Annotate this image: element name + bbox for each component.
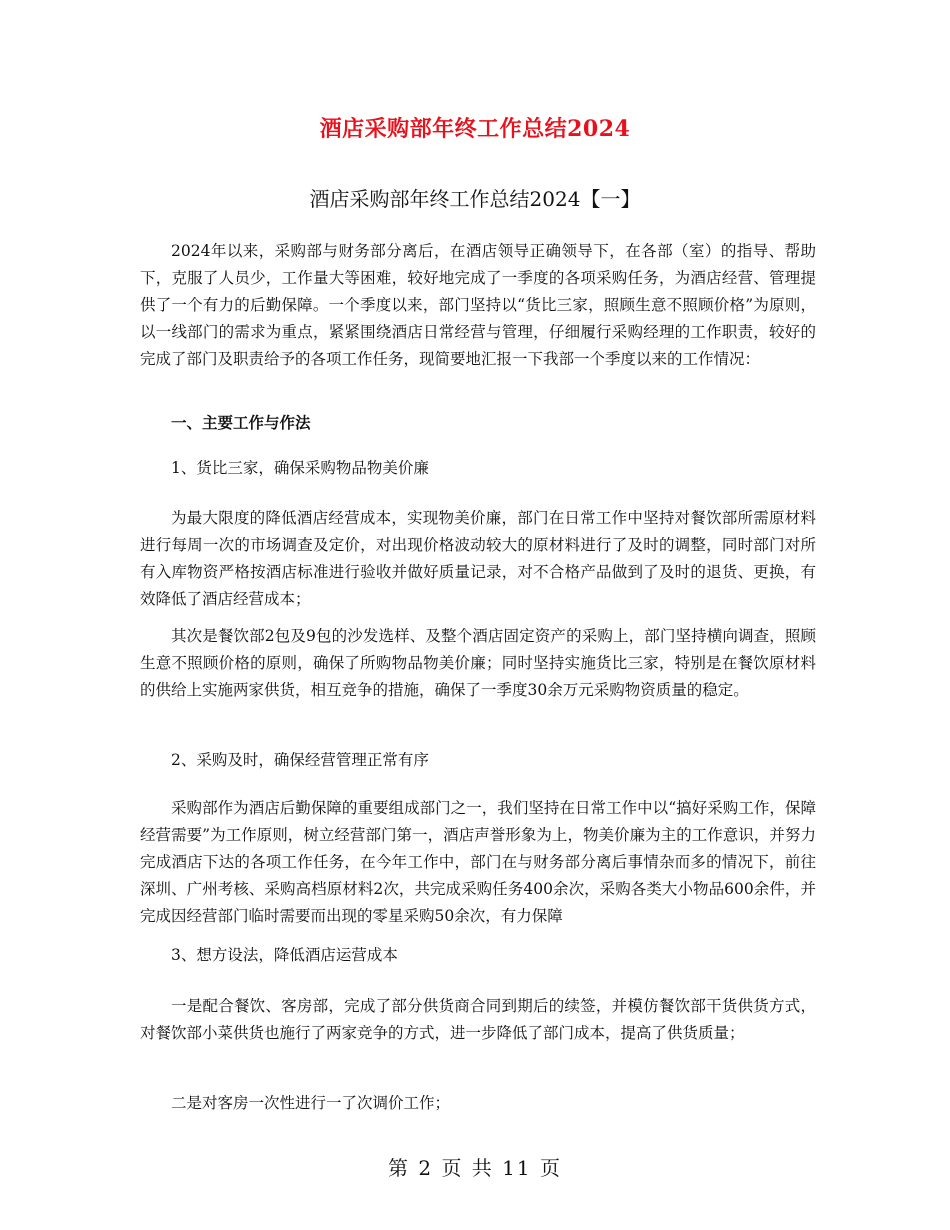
body-paragraph: 二是对客房一次性进行一了次调价工作； [171, 1094, 451, 1112]
body-paragraph: 采购部作为酒店后勤保障的重要组成部门之一，我们坚持在日常工作中以“搞好采购工作，保障经营需要”为工作原则，树立经营部门第一，酒店声誉形象为上，物美价廉为主的工作意识，并努力完成酒店下达的各项工作任务，在今年工作中，部门在与财务部分离后事情杂而多的情况下，前往深圳、广州考核、采购高档原材料2次，共完成采购任务400余次，采购各类大小物品600余件，并完成因经营部门临时需要而出现的零星采购50余次，有力保障 [140, 799, 816, 925]
section-heading: 一、主要工作与作法 [171, 413, 311, 432]
subsection-heading: 1、货比三家，确保采购物品物美价廉 [171, 459, 429, 477]
intro-paragraph: 2024年以来，采购部与财务部分离后，在酒店领导正确领导下，在各部（室）的指导、帮助下，克服了人员少，工作量大等困难，较好地完成了一季度的各项采购任务，为酒店经营、管理提供了一个有力的后勤保障。一个季度以来，部门坚持以“货比三家，照顾生意不照顾价格”为原则，以一线部门的需求为重点，紧紧围绕酒店日常经营与管理，仔细履行采购经理的工作职责，较好的完成了部门及职责给予的各项工作任务，现简要地汇报一下我部一个季度以来的工作情况： [140, 242, 816, 368]
body-paragraph: 为最大限度的降低酒店经营成本，实现物美价廉，部门在日常工作中坚持对餐饮部所需原材料进行每周一次的市场调查及定价，对出现价格波动较大的原材料进行了及时的调整，同时部门对所有入库物资严格按酒店标准进行验收并做好质量记录，对不合格产品做到了及时的退货、更换，有效降低了酒店经营成本； [140, 509, 816, 608]
body-paragraph: 一是配合餐饮、客房部，完成了部分供货商合同到期后的续签，并模仿餐饮部干货供货方式，对餐饮部小菜供货也施行了两家竞争的方式，进一步降低了部门成本，提高了供货质量； [140, 997, 816, 1042]
document-title: 酒店采购部年终工作总结2024 [319, 116, 631, 142]
subsection-heading: 2、采购及时，确保经营管理正常有序 [171, 751, 429, 769]
body-paragraph: 其次是餐饮部2包及9包的沙发选样、及整个酒店固定资产的采购上，部门坚持横向调查，照顾生意不照顾价格的原则，确保了所购物品物美价廉；同时坚持实施货比三家，特别是在餐饮原材料的供给上实施两家供货，相互竞争的措施，确保了一季度30余万元采购物资质量的稳定。 [140, 627, 816, 699]
section-subtitle: 酒店采购部年终工作总结2024【一】 [309, 187, 641, 211]
page-footer: 第 2 页 共 11 页 [388, 1156, 562, 1180]
subsection-heading: 3、想方设法，降低酒店运营成本 [171, 946, 398, 964]
